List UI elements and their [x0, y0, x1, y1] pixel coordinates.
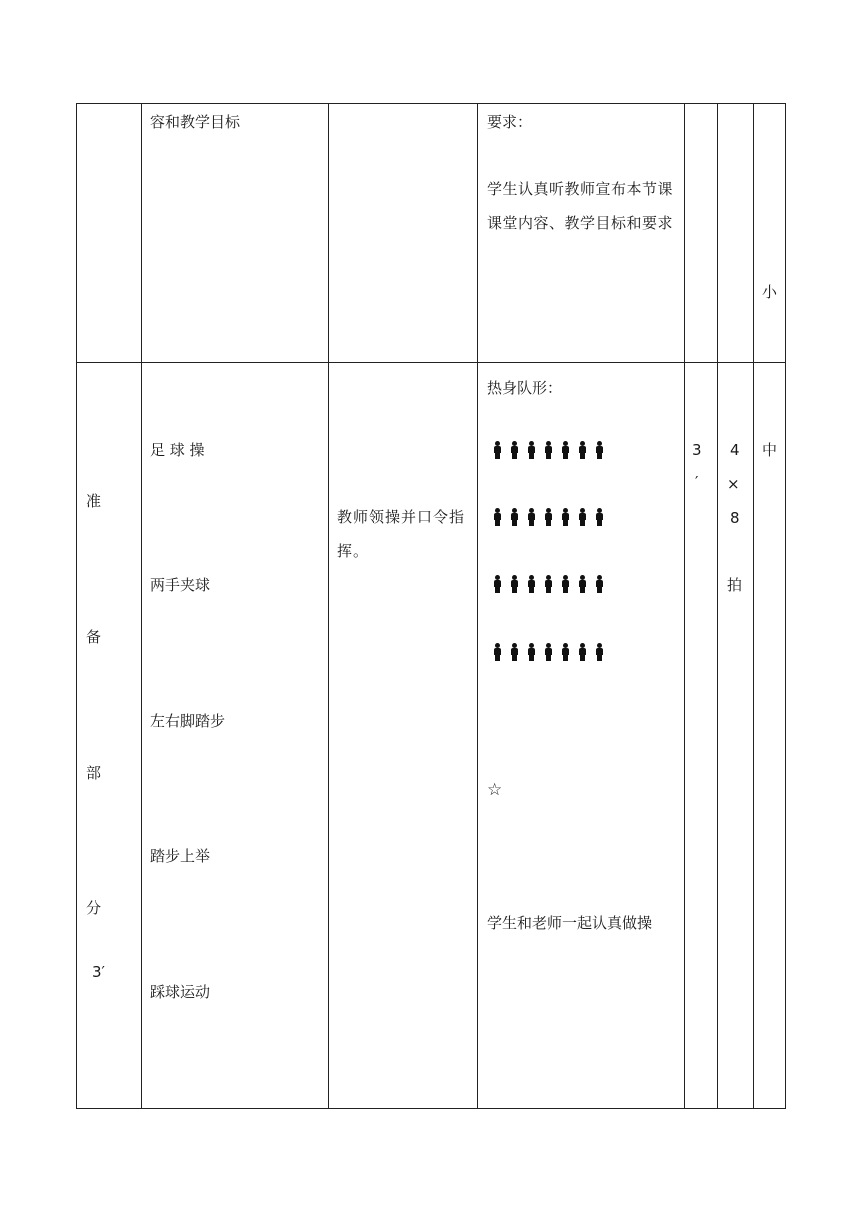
formation-row — [490, 508, 609, 526]
student-figure-icon — [524, 508, 541, 526]
student-figure-icon — [592, 643, 609, 661]
row1-intensity: 小 — [762, 283, 778, 301]
student-figure-icon — [524, 441, 541, 459]
student-figure-icon — [507, 575, 524, 593]
student-figure-icon — [541, 575, 558, 593]
row1-content-cell: 容和教学目标 — [150, 113, 241, 131]
reps-char-2: × — [727, 475, 740, 493]
col-divider-5 — [717, 103, 718, 1109]
student-figure-icon — [541, 643, 558, 661]
student-figure-icon — [507, 643, 524, 661]
section-char-4: 分 — [86, 899, 102, 917]
exercise-2: 两手夹球 — [150, 576, 211, 594]
student-figure-icon — [592, 508, 609, 526]
row1-requirement-heading: 要求： — [487, 113, 533, 131]
col-divider-6 — [753, 103, 754, 1109]
exercise-4: 踏步上举 — [150, 847, 211, 865]
reps-char-1: 4 — [730, 441, 740, 459]
reps-char-4: 拍 — [727, 576, 743, 594]
student-figure-icon — [507, 508, 524, 526]
row-divider — [76, 362, 786, 363]
section-char-1: 准 — [86, 492, 102, 510]
table-top-border — [76, 103, 786, 104]
col-divider-4 — [684, 103, 685, 1109]
formation-row — [490, 441, 609, 459]
section-time: 3′ — [92, 963, 105, 981]
student-figure-icon — [575, 643, 592, 661]
section-char-2: 备 — [86, 628, 102, 646]
student-figure-icon — [558, 575, 575, 593]
student-figure-icon — [541, 508, 558, 526]
exercise-1: 足 球 操 — [150, 441, 205, 459]
col-divider-1 — [141, 103, 142, 1109]
student-figure-icon — [592, 441, 609, 459]
teacher-star-marker: ☆ — [487, 780, 503, 800]
table-right-border — [785, 103, 786, 1109]
student-figure-icon — [575, 508, 592, 526]
row1-requirement-text: 学生认真听教师宣布本节课课堂内容、教学目标和要求 — [487, 180, 674, 232]
student-figure-icon — [524, 643, 541, 661]
col-divider-2 — [328, 103, 329, 1109]
student-figure-icon — [524, 575, 541, 593]
teacher-method: 教师领操并口令指挥。 — [337, 508, 466, 560]
student-note: 学生和老师一起认真做操 — [487, 914, 653, 932]
time-char-1: 3 — [692, 441, 702, 459]
student-figure-icon — [592, 575, 609, 593]
exercise-5: 踩球运动 — [150, 983, 211, 1001]
table-bottom-border — [76, 1108, 786, 1109]
exercise-3: 左右脚踏步 — [150, 712, 226, 730]
formation-row — [490, 575, 609, 593]
student-figure-icon — [490, 643, 507, 661]
table-left-border — [76, 103, 77, 1109]
student-figure-icon — [507, 441, 524, 459]
student-figure-icon — [490, 575, 507, 593]
col-divider-3 — [477, 103, 478, 1109]
student-figure-icon — [490, 441, 507, 459]
row2-intensity: 中 — [762, 441, 778, 459]
student-figure-icon — [558, 508, 575, 526]
student-figure-icon — [575, 575, 592, 593]
student-figure-icon — [575, 441, 592, 459]
formation-row — [490, 643, 609, 661]
student-figure-icon — [558, 643, 575, 661]
time-char-2: ′ — [695, 473, 699, 491]
student-figure-icon — [558, 441, 575, 459]
section-char-3: 部 — [86, 764, 102, 782]
student-figure-icon — [490, 508, 507, 526]
reps-char-3: 8 — [730, 509, 740, 527]
formation-heading: 热身队形： — [487, 379, 563, 397]
student-figure-icon — [541, 441, 558, 459]
